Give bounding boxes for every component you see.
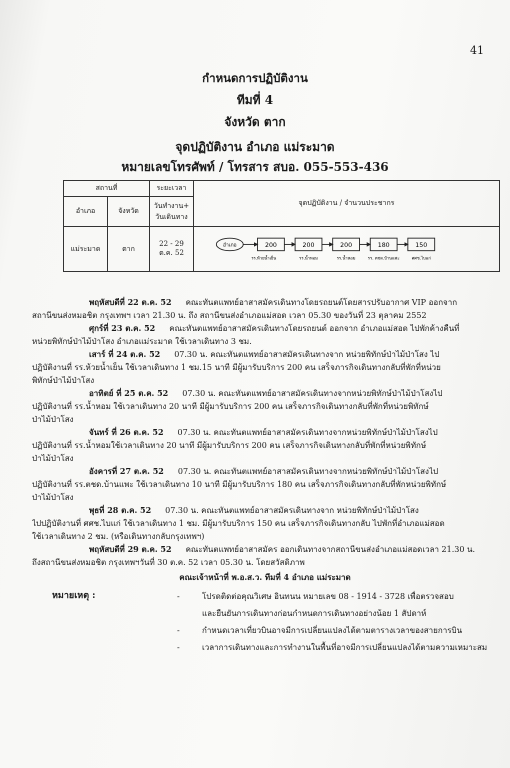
schedule-line (32, 309, 498, 322)
col-work-days: วันทำงาน+ (153, 201, 190, 210)
phone-heading: หมายเลขโทรศัพท์ / โทรสาร สบอ. 055-553-436 (121, 160, 389, 174)
route-node-label: รร.น้ำหอม (298, 255, 318, 261)
col-place: สถานที่ (64, 181, 150, 197)
bullet-dash: - (177, 643, 180, 652)
schedule-day: อาทิตย์ ที่ 25 ต.ค. 52 (89, 388, 169, 398)
schedule-table (63, 180, 500, 272)
schedule-line (32, 348, 498, 361)
note-text: โปรดติดต่อคุณวิเศษ อินทนน หมายเลข 08 - 1914 - 3728 เพื่อตรวจสอบ (202, 592, 454, 601)
schedule-line (32, 374, 498, 387)
bullet-dash: - (177, 592, 180, 601)
schedule-line (32, 478, 498, 491)
route-node-label: ศศช.ไบแก่ (411, 255, 431, 261)
route-start-label: อำเภอ (222, 242, 237, 249)
notes-label: หมายเหตุ : (52, 591, 96, 601)
schedule-text: คณะทันตแพทย์อาสาสมัคร ออกเดินทางจากสถานีขนส่งอำเภอแม่สอดเวลา 21.30 น. (185, 545, 475, 554)
schedule-text: ปฏิบัติงานที่ รร.ตชด.บ้านแพะ ใช้เวลาเดินทาง 10 นาที มีผู้มารับบริการ 180 คน เสร็จภารกิจเดินทางกลับที่พักหน่วยพิทักษ์ (32, 480, 447, 489)
schedule-line (32, 361, 498, 374)
bullet-dash: - (177, 626, 180, 635)
note-text: และยืนยันการเดินทางก่อนกำหนดการเดินทางอย่างน้อย 1 สัปดาห์ (202, 609, 427, 618)
schedule-text: สถานีขนส่งหมอชิต กรุงเทพฯ เวลา 21.30 น. ถึง สถานีขนส่งอำเภอแม่สอด เวลา 05.30 ของวันที่ 23 ตุลาคม 2552 (32, 311, 427, 320)
schedule-text: ใช้เวลาเดินทาง 2 ชม. (หรือเดินทางกลับกรุงเทพฯ) (32, 532, 205, 541)
schedule-text: หน่วยพิทักษ์ป่าไม้ป่าโสง อำเภอแม่ระมาด ใช้เวลาเดินทาง 3 ชม. (32, 337, 252, 346)
schedule-day: ศุกร์ที่ 23 ต.ค. 52 (89, 323, 156, 333)
schedule-text: 07.30 น. คณะทันตแพทย์อาสาสมัครเดินทางจากหน่วยพิทักษ์ป่าไม้ป่าโสงไป (177, 467, 439, 476)
note-item (32, 590, 498, 607)
col-province: จังหวัด (108, 197, 150, 227)
work-point-heading: จุดปฏิบัติงาน อำเภอ แม่ระมาด (175, 140, 335, 154)
schedule-day: พฤหัสบดีที่ 22 ต.ค. 52 (89, 297, 172, 307)
notes-block (32, 590, 498, 658)
route-diagram (197, 231, 497, 265)
team-number: ทีมที่ 4 (236, 93, 274, 107)
schedule-text: ปฏิบัติงานที่ รร.น้ำหอมใช้เวลาเดินทาง 20 นาที มีผู้มารับบริการ 200 คน เสร็จภารกิจเดินทางกลับที่พักที่หน่วยพิทักษ์ (32, 441, 427, 450)
schedule-text: คณะทันตแพทย์อาสาสมัครเดินทางโดยรถยนต์โดยสารปรับอากาศ VIP ออกจาก (185, 298, 458, 307)
schedule-line (32, 426, 498, 439)
route-node-value: 150 (414, 242, 427, 250)
schedule-day: จันทร์ ที่ 26 ต.ค. 52 (89, 427, 164, 437)
doc-title: กำหนดการปฏิบัติงาน (202, 71, 308, 85)
schedule-text: ป่าไม้ป่าโสง (32, 493, 74, 502)
cell-period (150, 227, 194, 272)
schedule-day: พุธที่ 28 ต.ค. 52 (89, 505, 152, 515)
period-days: 22 - 29 (159, 239, 184, 248)
schedule-line (32, 439, 498, 452)
schedule-line (32, 517, 498, 530)
note-item (32, 624, 498, 641)
schedule-line (32, 335, 498, 348)
schedule-line (32, 387, 498, 400)
route-cell (194, 227, 500, 272)
schedule-day: เสาร์ ที่ 24 ต.ค. 52 (89, 349, 161, 359)
schedule-line (32, 465, 498, 478)
note-item (32, 607, 498, 624)
period-month: ต.ค. 52 (159, 248, 184, 257)
schedule-line (32, 322, 498, 335)
schedule-text: พิทักษ์ป่าไม้ป่าโสง (32, 376, 95, 385)
route-node-value: 180 (377, 242, 390, 250)
schedule-line (32, 543, 498, 556)
schedule-text: ป่าไม้ป่าโสง (32, 415, 74, 424)
schedule-text: 07.30 น. คณะทันตแพทย์อาสาสมัครเดินทางจาก หน่วยพิทักษ์ป่าไม้ป่าโสง (165, 506, 419, 515)
schedule-day: พฤหัสบดีที่ 29 ต.ค. 52 (89, 544, 172, 554)
province-heading: จังหวัด ตาก (224, 115, 286, 129)
schedule-line (32, 413, 498, 426)
col-amphoe: อำเภอ (64, 197, 108, 227)
schedule-text: 07.30 น. คณะทันตแพทย์อาสาสมัครเดินทางจากหน่วยพิทักษ์ป่าไม้ป่าโสงไป (177, 428, 438, 437)
schedule-line (32, 530, 498, 543)
route-node-value: 200 (339, 242, 352, 250)
schedule-text: 07.30 น. คณะทันตแพทย์อาสาสมัครเดินทางจากหน่วยพิทักษ์ป่าไม้ป่าโสงไป (182, 389, 443, 398)
schedule-line (32, 452, 498, 465)
col-points: จุดปฏิบัติงาน / จำนวนประชากร (194, 181, 500, 227)
route-node-label: รร.น้ำหอม (336, 255, 355, 261)
col-period: ระยะเวลา (150, 181, 194, 197)
schedule-text: ป่าไม้ป่าโสง (32, 454, 74, 463)
schedule-body (32, 296, 498, 658)
note-text: เวลาการเดินทางและการทำงานในพื้นที่อาจมีการเปลี่ยนแปลงได้ตามความเหมาะสม (202, 643, 488, 652)
schedule-day: อังคารที่ 27 ต.ค. 52 (89, 466, 164, 476)
note-text: กำหนดเวลาเที่ยวบินอาจมีการเปลี่ยนแปลงได้ตามตารางเวลาของสายการบิน (202, 626, 463, 635)
col-days (150, 197, 194, 227)
page-number: 41 (470, 44, 484, 57)
schedule-text: คณะทันตแพทย์อาสาสมัครเดินทางโดยรถยนต์ ออกจาก อำเภอแม่สอด ไปพักค้างคืนที่ (169, 324, 460, 333)
cell-amphoe: แม่ระมาด (64, 227, 108, 272)
schedule-line (32, 296, 498, 309)
schedule-text: ปฏิบัติงานที่ รร.ห้วยน้ำเย็น ใช้เวลาเดินทาง 1 ชม.15 นาที มีผู้มารับบริการ 200 คน เสร็จภารกิจเดินทางกลับที่พักที่หน่วย (32, 363, 441, 372)
schedule-line (32, 504, 498, 517)
route-node-value: 200 (302, 242, 314, 250)
schedule-text: ปฏิบัติงานที่ รร.น้ำหอม ใช้เวลาเดินทาง 20 นาที มีผู้มารับบริการ 200 คน เสร็จภารกิจเดินทางกลับที่พักที่หน่วยพิทักษ์ (32, 402, 429, 411)
route-node-value: 200 (264, 242, 277, 250)
schedule-text: 07.30 น. คณะทันตแพทย์อาสาสมัครเดินทางจาก หน่วยพิทักษ์ป่าไม้ป่าโสง ไป (174, 350, 440, 359)
schedule-line (32, 491, 498, 504)
schedule-line (32, 400, 498, 413)
col-travel-days: วันเดินทาง (155, 212, 188, 221)
schedule-text: ไปปฏิบัติงานที่ ศศช.ไบแก่ ใช้เวลาเดินทาง 1 ชม. มีผู้มารับบริการ 150 คน เสร็จภารกิจเดินทางกลับ ไปพักที่อำเภอแม่สอด (32, 519, 445, 528)
route-node-label: รร.ห้วยน้ำเย็น (250, 255, 276, 261)
route-node-label: รร. ตชด.บ้านแพะ (367, 255, 400, 261)
schedule-text: ถึงสถานีขนส่งหมอชิต กรุงเทพฯวันที่ 30 ต.ค. 52 เวลา 05.30 น. โดยสวัสดิภาพ (32, 558, 305, 567)
note-item (32, 641, 498, 658)
schedule-line (32, 556, 498, 569)
cell-province: ตาก (108, 227, 150, 272)
team-leader-line: คณะเจ้าหน้าที่ พ.อ.ส.ว. ทีมที่ 4 อำเภอ แม่ระมาด (179, 572, 351, 582)
